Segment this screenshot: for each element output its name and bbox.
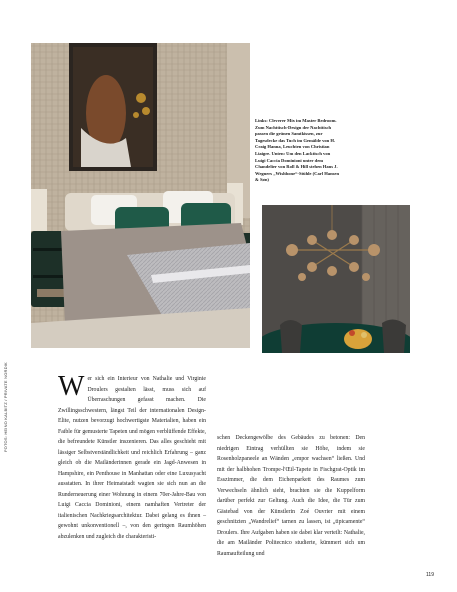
body-column-1 — [58, 371, 206, 542]
photo-credit-text: FOTOS: HEINO KALBITZ / PRIVATE NORDIK — [3, 362, 8, 452]
body-column-2-text: schen Deckengewölbe des Gebäudes zu betonen: Den niedrigen Eintrag verhüllten sie Höhe, indem sie Rosenholzpaneele an Wänden „empor wachsen“ ließen. Und mit der halbhohen Trompe-l'Œil-Tapete in Fischgrat-Optik im Esszimmer, die dem Eichenparkett des Raumes zum Verwechseln ähnlich sieht, brachten sie die Kuppelform darüber perfekt zur Geltung. Auch die Idee, die Tür zum Gästebad von der Künstlerin Zoé Ouvrier mit einem geschnitzten „Wandrelief“ tarnen zu lassen, ist „tipicamente“ Droulers. Ihre Aufgaben haben sie dabei klar verteilt: Nathalie, die am Mailänder Politecnico studierte, kümmert sich um Raumaufteilung und — [217, 435, 365, 557]
body-column-1-text: er sich ein Interieur von Nathalie und Virginie Droulers gestalten lässt, muss sich auf Überraschungen gefasst machen. Die Zwillingsschwestern, längst Teil der internationalen Design-Elite, nutzen bevorzugt hochwertigste Materialien, haben ein Faible für gemusterte Tapeten und mögen verblüffende Effekte, die befreundete Künstler inszenieren. Das alles geschieht mit lässiger Selbstverständlichkeit und reichlich Erfahrung – ganz gleich ob die Mailänderinnen gerade ein Jagd-Anwesen in Hampshire, ein Penthouse in Manhattan oder eine Luxusyacht ausstatten. In ihrer Heimatstadt wagten sie sich nun an die Runderneuerung einer Wohnung in einem 70er-Jahre-Bau von Luigi Caccia Dominioni, einem namhaften Vertreter der italienischen Nachkriegsarchitektur. Dabei gelang es ihnen – gewohnt unkonventionell –, von den geringen Raumhöhen abzulenken und zugleich die charakteristi- — [58, 376, 206, 540]
page-number: 119 — [426, 572, 434, 578]
body-column-2 — [217, 433, 365, 559]
dining-photo — [262, 205, 410, 353]
photo-credit — [2, 362, 8, 452]
bedroom-photo — [31, 43, 250, 348]
photo-caption: Links: Cleverer Mix im Master Bedroom. Zum Nachttisch-Design der Nachttisch passen die grünen Samtkissen, zur Tagesdecke das Tuch im Gemälde von H. Craig Hanna, Leuchten von Christian Liaigre. Unten: Um den Lacktisch von Luigi Caccia Dominioni unter dem Chandelier von Roll & Hill stehen Hans J. Wegners „Wishbone“-Stühle (Carl Hansen & Søn) — [255, 118, 340, 183]
drop-cap: W — [58, 371, 85, 402]
